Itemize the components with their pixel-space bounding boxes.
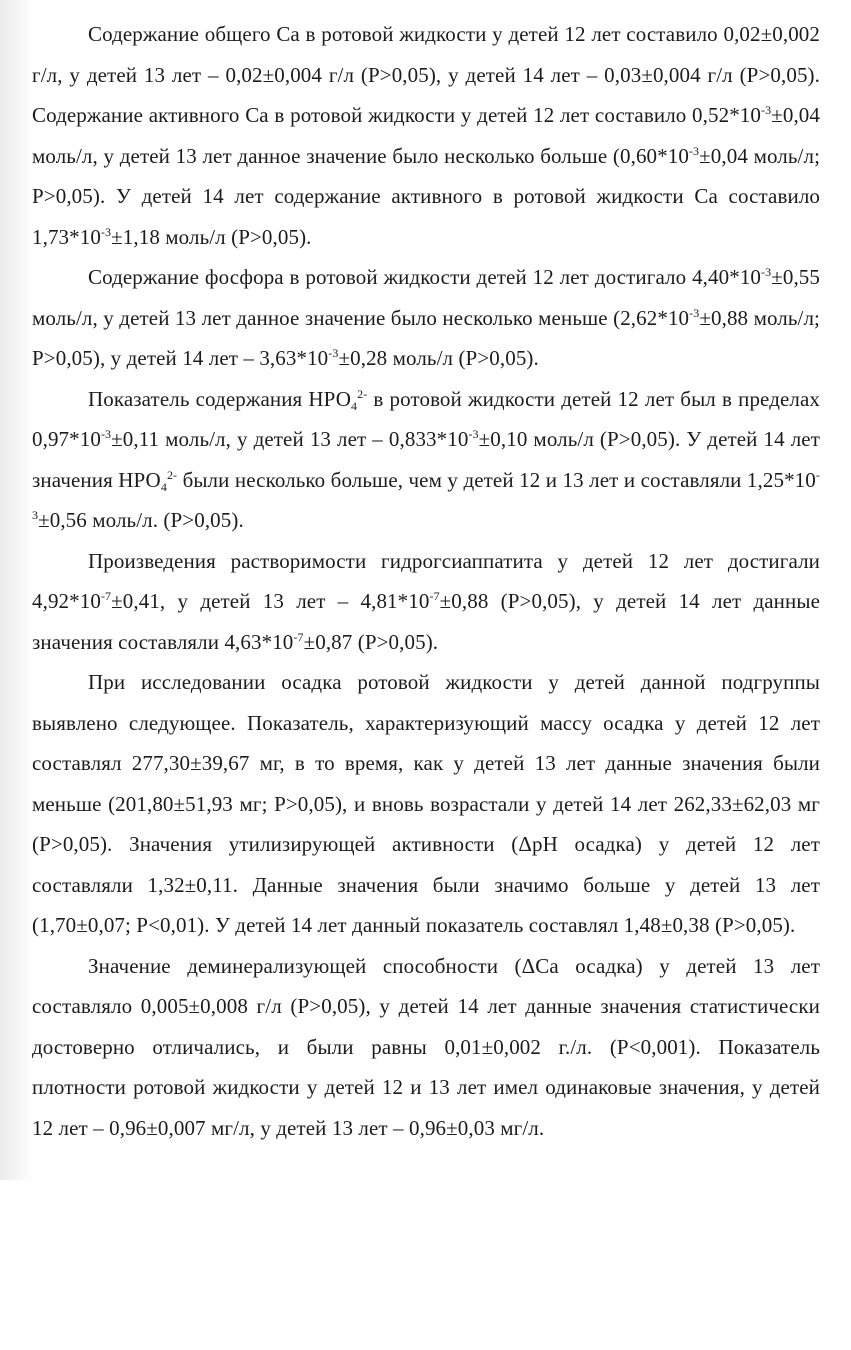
- text-run: Значение деминерализующей способности (ΔСа осадка) у детей 13 лет составляло 0,005±0,008 г/л (Р>0,05), у детей 14 лет данные значения статистически достоверно отличались, и были равны 0,01±0,002 г./л. (Р<0,001). Показатель плотности ротовой жидкости у детей 12 и 13 лет имел одинаковые значения, у детей 12 лет – 0,96±0,007 мг/л, у детей 13 лет – 0,96±0,03 мг/л.: [32, 953, 820, 1140]
- text-run: Показатель содержания НРО: [88, 386, 351, 411]
- paragraph: [32, 946, 820, 1149]
- text-run: ±0,56 моль/л. (Р>0,05).: [38, 508, 244, 532]
- subscript: 4: [350, 398, 358, 413]
- text-run: Произведения растворимости гидрогсиаппатита у детей 12 лет достигали 4,92*10: [32, 548, 820, 613]
- text-run: были несколько больше, чем у детей 12 и 13 лет и составляли 1,25*10: [177, 467, 816, 492]
- superscript: -3: [100, 224, 112, 239]
- superscript: -3: [468, 427, 479, 441]
- text-run: Содержание общего Са в ротовой жидкости у детей 12 лет составило 0,02±0,002 г/л, у детей 13 лет – 0,02±0,004 г/л (Р>0,05), у детей 14 лет – 0,03±0,004 г/л (Р>0,05). Содержание активного Са в ротовой жидкости у детей 12 лет составило 0,52*10: [32, 22, 820, 127]
- text-run: ±0,10 моль/л (Р>0,05). У детей 14 лет значения НРО: [32, 427, 820, 492]
- paragraph: [32, 662, 820, 946]
- text-run: ±0,41, у детей 13 лет – 4,81*10: [111, 589, 430, 613]
- text-run: ±0,88 (Р>0,05), у детей 14 лет данные значения составляли 4,63*10: [32, 589, 820, 654]
- superscript: -3: [761, 265, 772, 279]
- text-run: ±0,87 (Р>0,05).: [303, 629, 439, 654]
- paragraph: [32, 257, 820, 379]
- text-run: ±1,18 моль/л (Р>0,05).: [111, 224, 312, 249]
- text-run: ±0,04 моль/л, у детей 13 лет данное значение было несколько больше (0,60*10: [32, 103, 820, 168]
- superscript: 2-: [357, 386, 368, 401]
- body-text: [32, 14, 820, 1148]
- superscript: -7: [100, 589, 112, 603]
- text-run: ±0,28 моль/л (Р>0,05).: [338, 346, 539, 370]
- superscript: -3: [761, 103, 772, 117]
- text-run: в ротовой жидкости детей 12 лет был в пределах 0,97*10: [32, 386, 820, 451]
- scan-edge-shadow: [0, 0, 34, 1180]
- paragraph: [32, 379, 820, 541]
- paragraph: [32, 541, 820, 663]
- text-run: ±0,55 моль/л, у детей 13 лет данное значение было несколько меньше (2,62*10: [32, 265, 820, 330]
- text-run: ±0,04 моль/л; Р>0,05). У детей 14 лет содержание активного в ротовой жидкости Са составило 1,73*10: [32, 143, 820, 249]
- superscript: -7: [293, 629, 304, 644]
- text-run: ±0,88 моль/л; Р>0,05), у детей 14 лет – 3,63*10: [32, 305, 820, 370]
- text-run: При исследовании осадка ротовой жидкости у детей данной подгруппы выявлено следующее. Показатель, характеризующий массу осадка у детей 12 лет составлял 277,30±39,67 мг, в то время, как у детей 13 лет данные значения были меньше (201,80±51,93 мг; Р>0,05), и вновь возрастали у детей 14 лет 262,33±62,03 мг (Р>0,05). Значения утилизирующей активности (ΔрН осадка) у детей 12 лет составляли 1,32±0,11. Данные значения были значимо больше у детей 13 лет (1,70±0,07; Р<0,01). У детей 14 лет данный показатель составлял 1,48±0,38 (Р>0,05).: [32, 670, 820, 937]
- superscript: -3: [32, 467, 820, 522]
- superscript: -7: [429, 589, 440, 603]
- text-run: Содержание фосфора в ротовой жидкости детей 12 лет достигало 4,40*10: [88, 265, 762, 289]
- text-run: ±0,11 моль/л, у детей 13 лет – 0,833*10: [111, 427, 469, 451]
- superscript: -3: [688, 143, 700, 158]
- superscript: 2-: [166, 467, 178, 482]
- superscript: -3: [328, 346, 339, 360]
- superscript: -3: [689, 305, 700, 320]
- superscript: -3: [100, 427, 112, 441]
- paragraph: [32, 14, 820, 257]
- subscript: 4: [160, 479, 167, 494]
